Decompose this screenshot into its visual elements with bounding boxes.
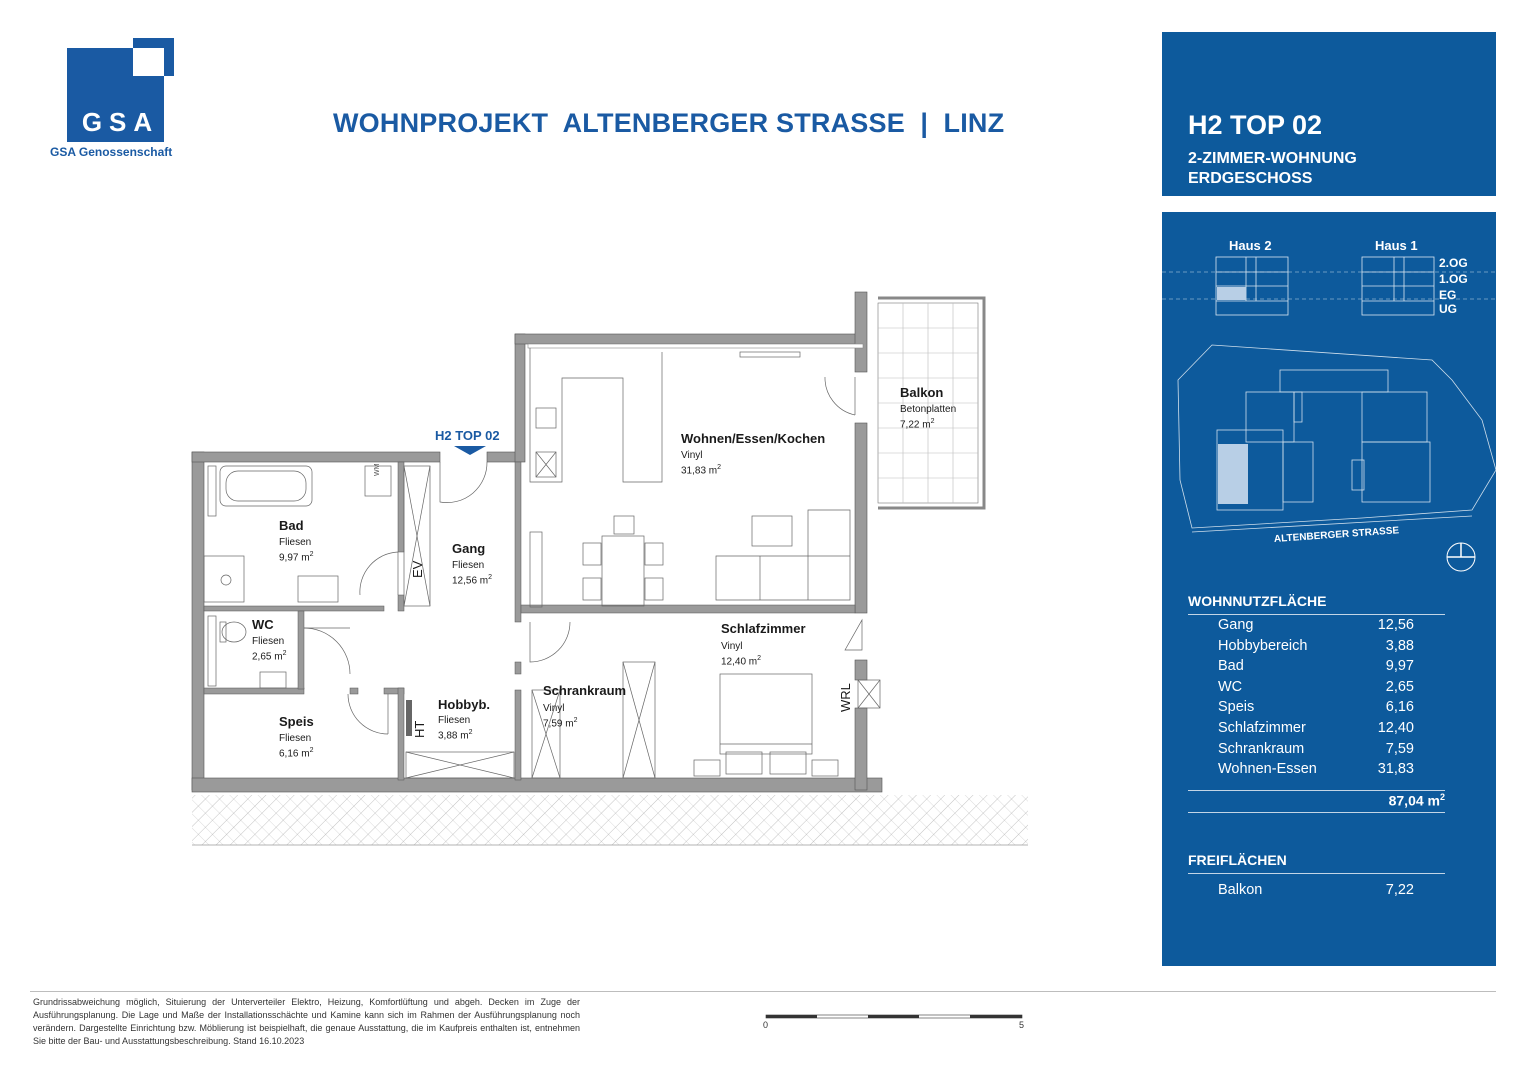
site-plan xyxy=(1162,340,1496,580)
unit-type xyxy=(1188,149,1357,189)
site-unit-highlight xyxy=(1218,444,1248,504)
room-area-pantry xyxy=(279,747,313,759)
living-area-heading: WOHNNUTZFLÄCHE xyxy=(1188,593,1327,609)
area-value: 12,56 xyxy=(1377,617,1414,633)
ev-label: EV xyxy=(410,560,425,578)
room-name-closet: Schrankraum xyxy=(543,683,627,698)
outdoor-heading: FREIFLÄCHEN xyxy=(1188,852,1287,868)
area-value: 2,65 xyxy=(1385,678,1414,695)
room-area-wc xyxy=(252,650,286,662)
room-area-balcony xyxy=(900,418,934,430)
ht-label: HT xyxy=(412,720,427,738)
outdoor-table xyxy=(1218,880,1414,901)
street-label: ALTENBERGER STRASSE xyxy=(1273,525,1400,545)
unit-highlight xyxy=(1217,287,1246,300)
area-sup: 2 xyxy=(309,747,314,754)
floor-label-eg: EG xyxy=(1439,288,1457,302)
room-area-hobby xyxy=(438,729,472,741)
area-label: Hobbybereich xyxy=(1218,637,1308,654)
total-area-value: 87,04 m xyxy=(1388,792,1440,809)
room-name-hall: Gang xyxy=(452,541,486,556)
floor-label-1og: 1.OG xyxy=(1439,272,1468,286)
disclaimer: Grundrissabweichung möglich, Situierung der Unterverteiler Elektro, Heizung, Komfortlüftung und abgeh. Decken im Zuge der Ausführungsplanung. Die Lage und Maße der Installationsschächte und Kamine kann sich im Rahmen der Ausführungsplanung noch verändern. Dargestellte Einrichtung bzw. Möblierung ist beispielhaft, die genaue Ausstattung, die im Kaufpreis enthalten ist, entnehmen Sie bitte der Bau- und Ausstattungsbeschreibung. Stand 16.10.2023 xyxy=(33,997,580,1046)
living-area-table xyxy=(1218,615,1414,780)
floor-label-2og: 2.OG xyxy=(1439,256,1468,270)
area-sup: 2 xyxy=(757,655,762,662)
area-label: Schlafzimmer xyxy=(1218,719,1306,736)
room-name-living: Wohnen/Essen/Kochen xyxy=(681,431,826,446)
outdoor-rule xyxy=(1188,873,1445,874)
room-floor-bedroom: Vinyl xyxy=(721,641,743,652)
scale-start: 0 xyxy=(763,1020,769,1030)
room-floor-closet: Vinyl xyxy=(543,703,565,714)
total-rule-top xyxy=(1188,790,1445,791)
room-floor-living: Vinyl xyxy=(681,450,703,461)
logo-subtitle: GSA Genossenschaft xyxy=(50,145,173,159)
wm-label: WM xyxy=(374,463,381,476)
area-text: 6,16 m xyxy=(279,748,310,760)
footer-rule xyxy=(30,991,1496,992)
area-sup: 2 xyxy=(930,418,935,425)
scale-end: 5 xyxy=(1019,1020,1025,1030)
logo-text: GSA xyxy=(81,107,160,137)
room-name-bedroom: Schlafzimmer xyxy=(721,621,806,636)
overview-panel xyxy=(1162,212,1496,966)
living-furniture xyxy=(530,510,850,607)
area-row xyxy=(1218,615,1414,636)
unit-info-panel xyxy=(1162,32,1496,196)
area-label: Balkon xyxy=(1218,882,1263,898)
area-row xyxy=(1218,739,1414,760)
area-label: WC xyxy=(1218,678,1243,695)
room-name-balcony: Balkon xyxy=(900,385,944,400)
room-area-bath xyxy=(279,551,313,563)
total-area-unit-sup: 2 xyxy=(1439,792,1445,802)
area-sup: 2 xyxy=(309,551,314,558)
area-value: 6,16 xyxy=(1385,699,1414,716)
area-label: Gang xyxy=(1218,617,1254,633)
area-text: 12,56 m xyxy=(452,575,489,587)
area-row xyxy=(1218,636,1414,657)
area-text: 31,83 m xyxy=(681,465,718,477)
unit-type-line1: 2-ZIMMER-WOHNUNG xyxy=(1188,150,1357,167)
total-area xyxy=(1188,792,1445,809)
room-floor-pantry: Fliesen xyxy=(279,733,312,744)
wrl-label: WRL xyxy=(838,683,853,712)
house2-label: Haus 2 xyxy=(1229,238,1272,253)
gsa-logo xyxy=(67,38,174,142)
area-text: 2,65 m xyxy=(252,651,283,663)
balcony-grid xyxy=(878,298,984,508)
room-floor-hall: Fliesen xyxy=(452,560,485,571)
room-floor-balcony: Betonplatten xyxy=(900,404,957,415)
room-area-living xyxy=(681,464,721,476)
floor-plan-drawing xyxy=(186,288,1036,853)
room-floor-bath: Fliesen xyxy=(279,537,312,548)
area-row xyxy=(1218,677,1414,698)
room-area-bedroom xyxy=(721,655,761,667)
area-label: Schrankraum xyxy=(1218,740,1305,757)
room-name-pantry: Speis xyxy=(279,714,314,729)
area-sup: 2 xyxy=(717,464,722,471)
area-row xyxy=(1218,759,1414,780)
area-sup: 2 xyxy=(488,574,493,581)
floor-label-ug: UG xyxy=(1439,302,1457,316)
entrance-arrow-icon xyxy=(454,446,486,455)
area-value: 31,83 xyxy=(1377,761,1414,778)
area-row xyxy=(1218,697,1414,718)
bathroom-fixtures xyxy=(204,463,398,602)
area-row xyxy=(1218,718,1414,739)
area-sup: 2 xyxy=(468,729,473,736)
area-text: 7,22 m xyxy=(900,419,931,431)
room-area-hall xyxy=(452,574,492,586)
unit-entrance-marker: H2 TOP 02 xyxy=(435,428,500,443)
unit-code: H2 TOP 02 xyxy=(1188,110,1323,140)
area-row xyxy=(1218,880,1414,901)
room-floor-wc: Fliesen xyxy=(252,636,285,647)
kitchen-counter xyxy=(530,348,800,482)
area-text: 12,40 m xyxy=(721,656,758,668)
area-value: 9,97 xyxy=(1385,658,1414,675)
area-text: 7,59 m xyxy=(543,718,574,730)
room-name-wc: WC xyxy=(252,617,274,632)
area-text: 3,88 m xyxy=(438,730,469,742)
total-rule-bottom xyxy=(1188,812,1445,813)
room-name-hobby: Hobbyb. xyxy=(438,697,490,712)
area-label: Wohnen-Essen xyxy=(1218,761,1317,778)
scale-bar xyxy=(763,1012,1025,1036)
area-value: 7,22 xyxy=(1385,882,1414,898)
room-floor-hobby: Fliesen xyxy=(438,715,471,726)
project-title: WOHNPROJEKT ALTENBERGER STRASSE | LINZ xyxy=(333,108,1005,138)
area-sup: 2 xyxy=(573,717,578,724)
room-name-bath: Bad xyxy=(279,518,304,533)
room-area-closet xyxy=(543,717,577,729)
area-row xyxy=(1218,656,1414,677)
area-text: 9,97 m xyxy=(279,552,310,564)
floor-plan xyxy=(186,288,1036,853)
area-value: 12,40 xyxy=(1377,719,1414,736)
area-value: 7,59 xyxy=(1385,740,1414,757)
area-label: Speis xyxy=(1218,699,1255,716)
unit-type-line2: ERDGESCHOSS xyxy=(1188,170,1313,187)
area-value: 3,88 xyxy=(1385,637,1414,654)
area-sup: 2 xyxy=(282,650,287,657)
area-label: Bad xyxy=(1218,658,1244,675)
house1-label: Haus 1 xyxy=(1375,238,1418,253)
